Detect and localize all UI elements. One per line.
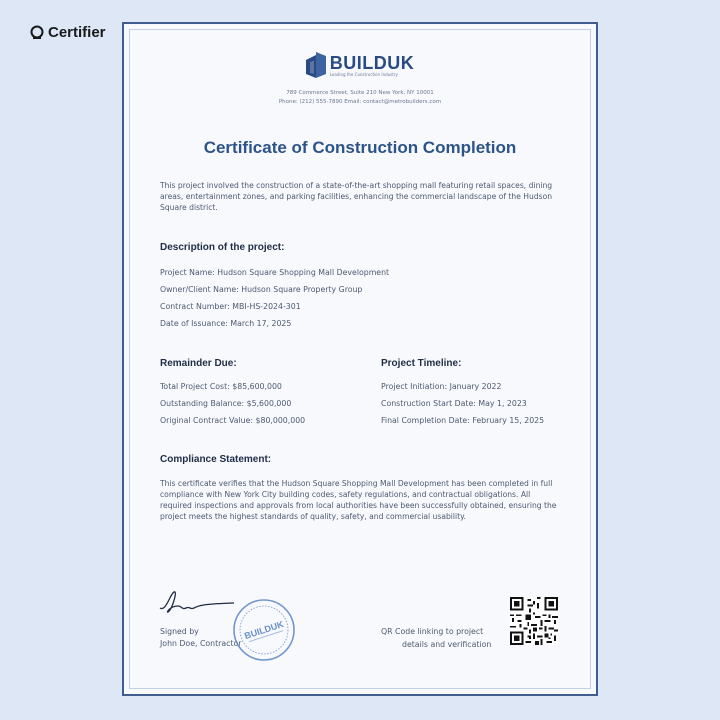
certifier-brand: [30, 24, 106, 41]
signature-icon: [156, 586, 236, 616]
certifier-brand-name: Certifier: [48, 24, 106, 41]
qr-caption-line1: QR Code linking to project: [381, 627, 484, 636]
company-logo: [124, 52, 596, 78]
compliance-heading: Compliance Statement:: [160, 454, 272, 465]
certificate: [122, 22, 598, 696]
signed-by-label: Signed by: [160, 627, 199, 636]
stamp-text: BUILDUK: [243, 618, 285, 642]
qr-caption-line2: details and verification: [402, 640, 492, 649]
qr-code-icon[interactable]: [510, 597, 558, 645]
remainder-item: Original Contract Value: $80,000,000: [160, 416, 306, 425]
signer-name: John Doe, Contractor: [160, 639, 242, 648]
buildings-logo-icon: [306, 52, 326, 78]
certifier-logo-icon: [30, 25, 44, 41]
company-stamp: [232, 598, 296, 662]
company-address: [124, 89, 596, 107]
timeline-heading: Project Timeline:: [381, 358, 462, 369]
remainder-item: Total Project Cost: $85,600,000: [160, 382, 282, 391]
description-item: Contract Number: MBI-HS-2024-301: [160, 302, 301, 311]
timeline-item: Project Initiation: January 2022: [381, 382, 502, 391]
remainder-heading: Remainder Due:: [160, 358, 237, 369]
description-heading: Description of the project:: [160, 242, 285, 253]
certificate-title: Certificate of Construction Completion: [203, 138, 517, 157]
company-tagline: Leading the Construction Industry: [329, 71, 398, 77]
intro-paragraph: This project involved the construction of a state-of-the-art shopping mall featuring retail spaces, dining areas, entertainment zones, and parking facilities, enhancing the commercial landscape of the Hudson Square district.: [160, 181, 553, 212]
timeline-item: Construction Start Date: May 1, 2023: [381, 399, 527, 408]
company-name: BUILDUK: [329, 52, 415, 73]
remainder-item: Outstanding Balance: $5,600,000: [160, 399, 292, 408]
description-item: Owner/Client Name: Hudson Square Property Group: [160, 285, 363, 294]
contact-line: Phone: (212) 555-7890 Email: contact@metrobuilders.com: [278, 99, 442, 105]
description-item: Date of Issuance: March 17, 2025: [160, 319, 292, 328]
description-item: Project Name: Hudson Square Shopping Mall Development: [160, 268, 390, 277]
address-line: 789 Commerce Street, Suite 210 New York, NY 10001: [286, 90, 434, 96]
timeline-item: Final Completion Date: February 15, 2025: [381, 416, 545, 425]
compliance-paragraph: This certificate verifies that the Hudson Square Shopping Mall Development has been completed in full compliance with New York City building codes, safety regulations, and contractual obligations. All required inspections and approvals from local authorities have been successfully obtained, ensuring the project meets the highest standards of quality, safety, and commercial usability.: [160, 479, 557, 521]
